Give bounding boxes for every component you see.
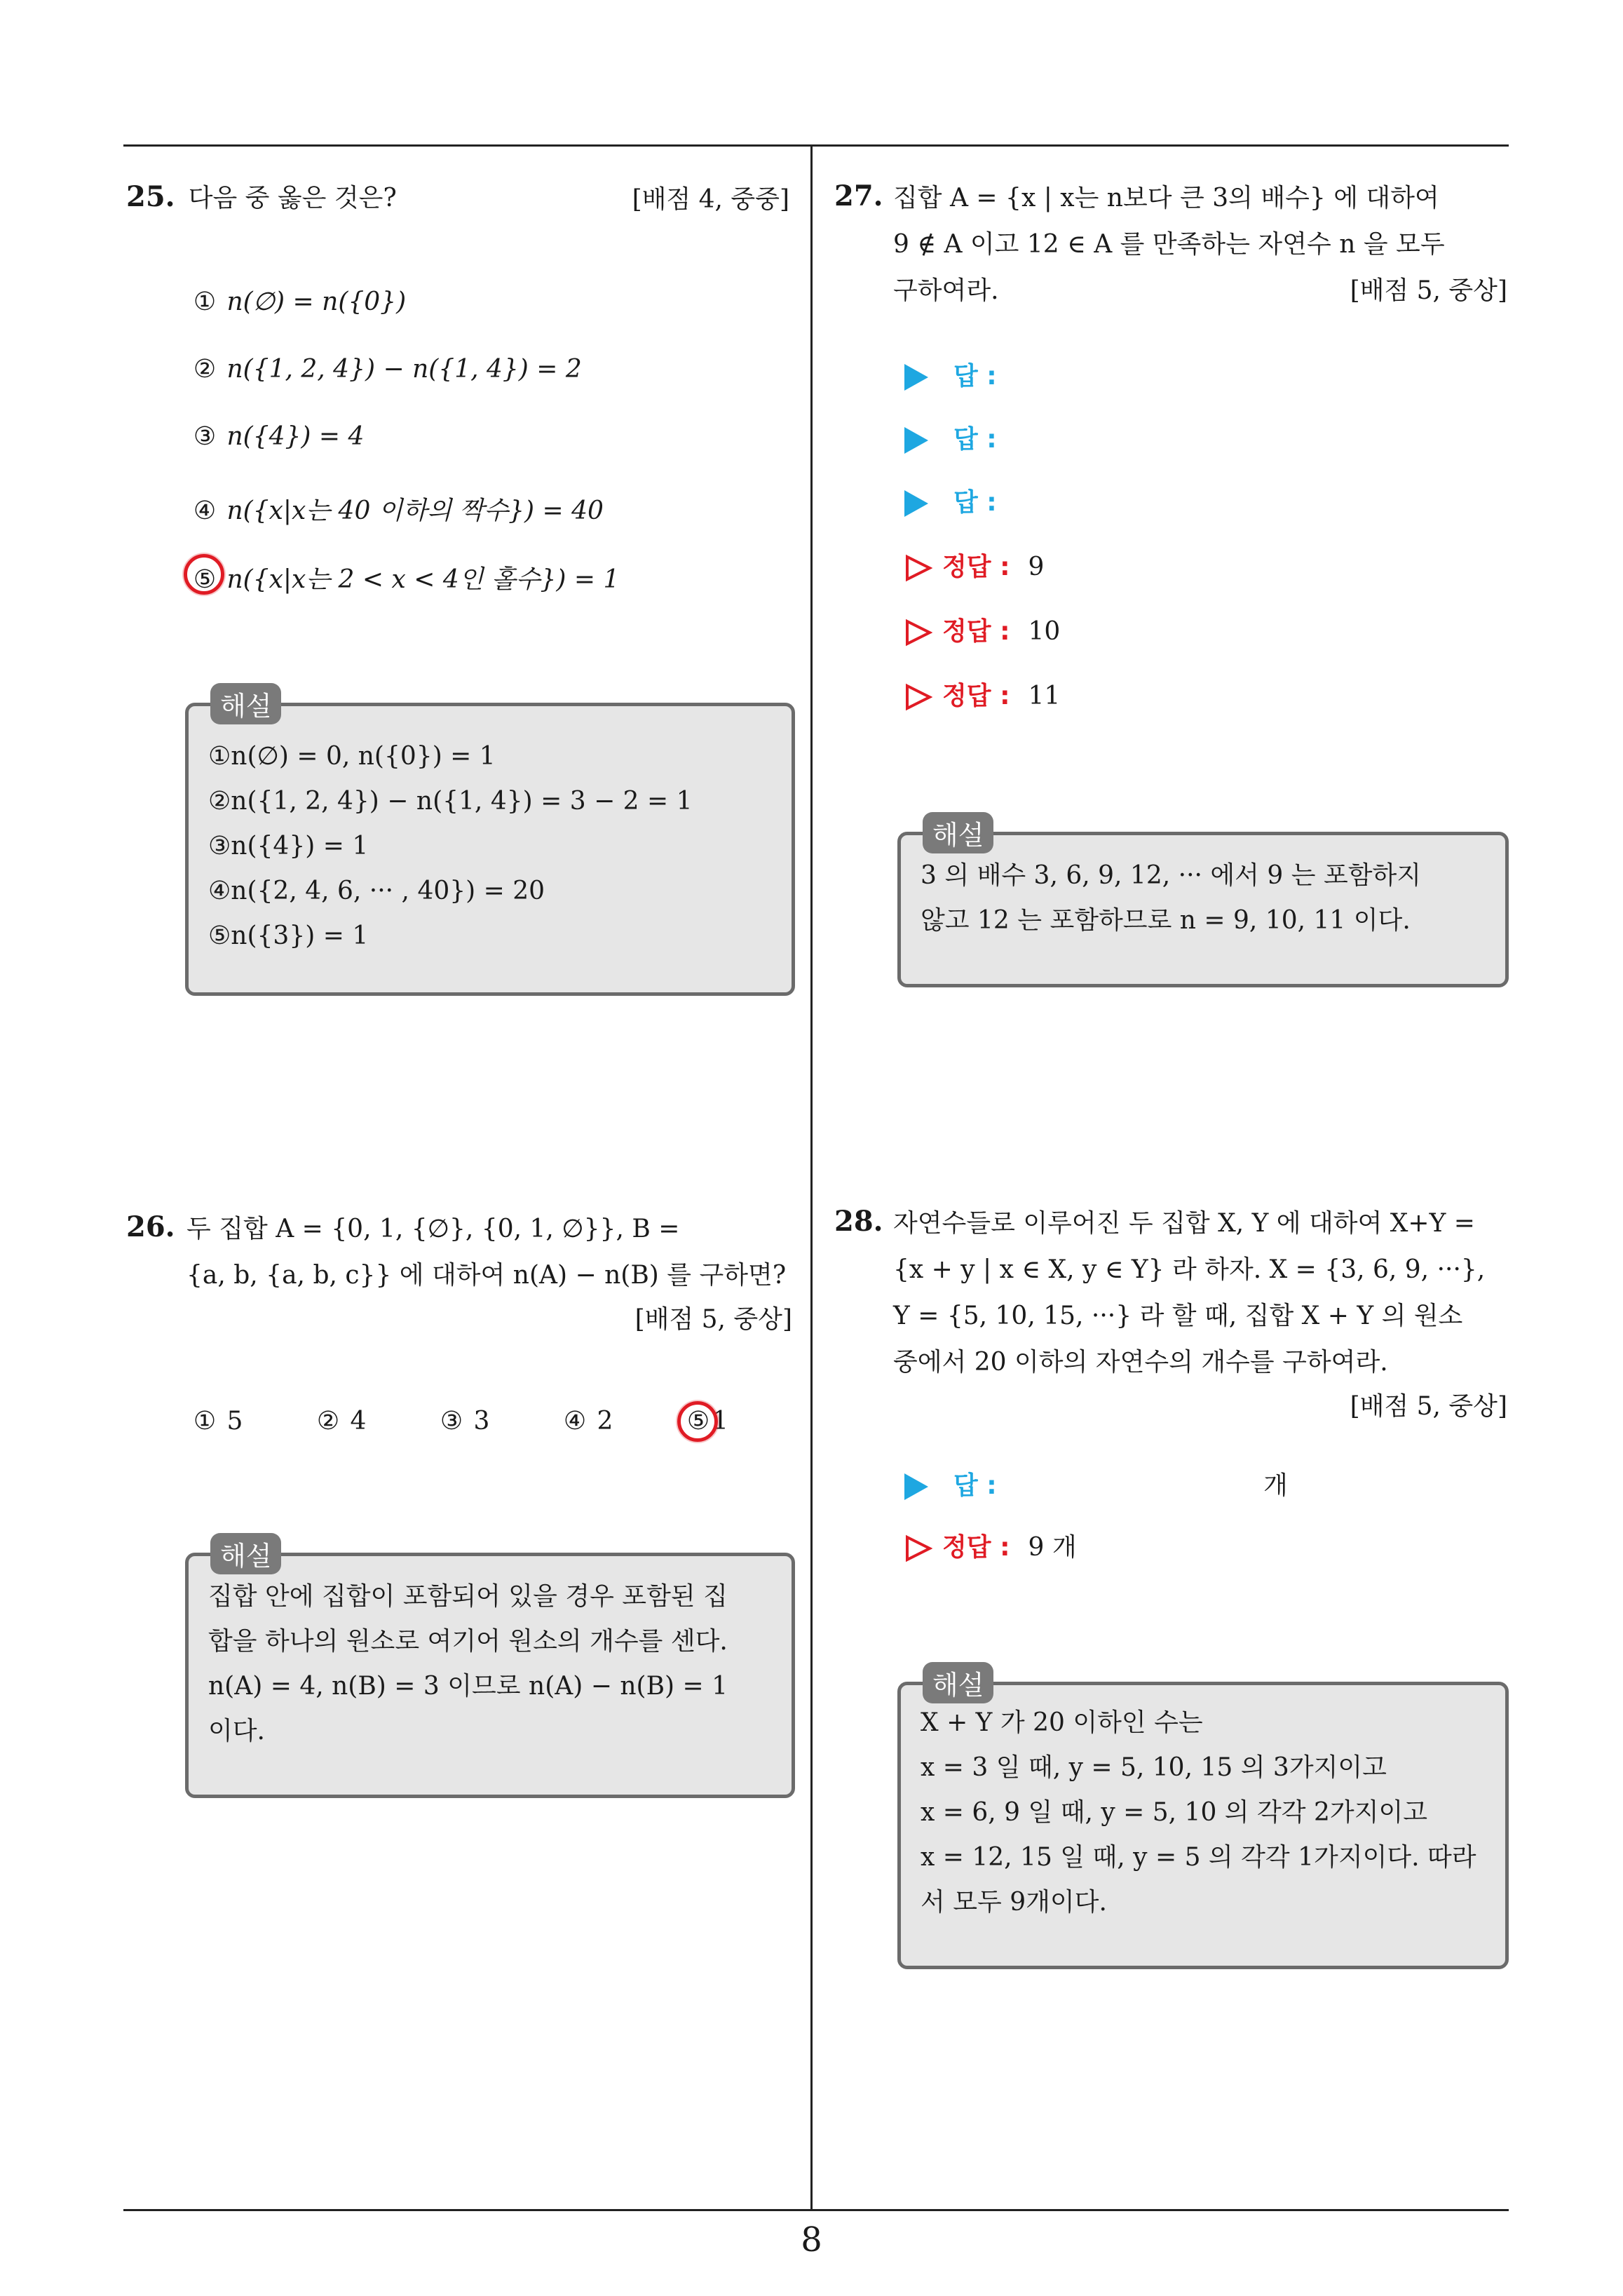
- correct-answer: 정답 : 9 개: [904, 1527, 1077, 1563]
- outline-triangle-icon: [904, 619, 932, 647]
- selected-answer-mark: [184, 554, 224, 595]
- choice-1[interactable]: ① n(∅) = n({0}): [193, 288, 407, 316]
- choice-4[interactable]: ④ 2: [563, 1407, 613, 1436]
- page-number: 8: [801, 2220, 822, 2260]
- top-rule: [123, 144, 1509, 147]
- question-text: 다음 중 옳은 것은?: [188, 184, 397, 212]
- score: [배점 5, 중상]: [1350, 276, 1507, 305]
- choice-3[interactable]: ③ n({4}) = 4: [193, 422, 365, 451]
- choice-2[interactable]: ② n({1, 2, 4}) − n({1, 4}) = 2: [193, 355, 582, 384]
- explanation-box: 3 의 배수 3, 6, 9, 12, ··· 에서 9 는 포함하지 않고 12 는 포함하므로 n = 9, 10, 11 이다.: [897, 832, 1509, 987]
- answer-line[interactable]: 답 :: [904, 1466, 997, 1501]
- column-divider: [810, 144, 813, 2210]
- question-28: 28. 자연수들로 이루어진 두 집합 X, Y 에 대하여 X+Y = {x + y | x ∈ X, y ∈ Y} 라 하자. X = {3, 6, 9, ···}, Y = {5, 10, 15, ···} 라 할 때, 집합 X + Y 의 원소 중에서 20 이하의 자연수의 개수를 구하여라. [배점 5, 중상]: [834, 1201, 1507, 1428]
- question-number: 27.: [834, 180, 883, 212]
- score: [배점 5, 중상]: [1350, 1392, 1507, 1421]
- selected-answer-mark: [677, 1401, 718, 1442]
- explanation-tag: 해설: [923, 1662, 993, 1703]
- answer-line-2[interactable]: 답 :: [904, 419, 997, 455]
- question-number: 28.: [834, 1205, 883, 1238]
- choice-1[interactable]: ① 5: [193, 1407, 243, 1436]
- outline-triangle-icon: [904, 1534, 932, 1562]
- explanation-box: 집합 안에 집합이 포함되어 있을 경우 포함된 집 합을 하나의 원소로 여기어 원소의 개수를 센다. n(A) = 4, n(B) = 3 이므로 n(A) − n(B) = 1 이다.: [185, 1553, 795, 1798]
- choice-4[interactable]: ④ n({x|x는 40 이하의 짝수}) = 40: [193, 497, 604, 525]
- question-number: 26.: [126, 1210, 175, 1243]
- explanation-box: X + Y 가 20 이하인 수는 x = 3 일 때, y = 5, 10, 15 의 3가지이고 x = 6, 9 일 때, y = 5, 10 의 각각 2가지이고 x = 12, 15 일 때, y = 5 의 각각 1가지이다. 따라 서 모두 9개이다.: [897, 1682, 1509, 1969]
- explanation-box: ①n(∅) = 0, n({0}) = 1 ②n({1, 2, 4}) − n({1, 4}) = 3 − 2 = 1 ③n({4}) = 1 ④n({2, 4, 6, ··· , 40}) = 20 ⑤n({3}) = 1: [185, 703, 795, 996]
- play-icon: [904, 1473, 928, 1500]
- explanation-tag: 해설: [210, 1533, 281, 1574]
- play-icon: [904, 427, 928, 454]
- play-icon: [904, 490, 928, 517]
- score: [배점 4, 중중]: [632, 185, 789, 214]
- question-number: 25.: [126, 180, 175, 213]
- choice-3[interactable]: ③ 3: [440, 1407, 490, 1436]
- answer-unit: 개: [1263, 1471, 1288, 1500]
- answer-line-3[interactable]: 답 :: [904, 482, 997, 518]
- correct-answer-3: 정답 : 11: [904, 676, 1060, 712]
- outline-triangle-icon: [904, 683, 932, 711]
- answer-line-1[interactable]: 답 :: [904, 356, 997, 392]
- play-icon: [904, 364, 928, 391]
- explanation-tag: 해설: [210, 683, 281, 724]
- explanation-tag: 해설: [923, 812, 993, 853]
- question-26: 26. 두 집합 A = {0, 1, {∅}, {0, 1, ∅}}, B = {a, b, {a, b, c}} 에 대하여 n(A) − n(B) 를 구하면? [배점 5, 중상]: [126, 1206, 799, 1341]
- choice-2[interactable]: ② 4: [316, 1407, 367, 1436]
- choice-5[interactable]: ⑤ 1: [686, 1407, 728, 1436]
- bottom-rule: [123, 2209, 1509, 2211]
- correct-answer-2: 정답 : 10: [904, 612, 1060, 647]
- outline-triangle-icon: [904, 554, 932, 582]
- question-27: 27. 집합 A = {x | x는 n보다 큰 3의 배수} 에 대하여 9 ∉ A 이고 12 ∈ A 를 만족하는 자연수 n 을 모두 구하여라. [배점 5, 중상]: [834, 175, 1507, 314]
- score: [배점 5, 중상]: [634, 1305, 792, 1334]
- correct-answer-1: 정답 : 9: [904, 547, 1044, 583]
- question-25: [126, 175, 789, 222]
- choice-5[interactable]: ⑤ n({x|x는 2 < x < 4인 홀수}) = 1: [193, 565, 620, 594]
